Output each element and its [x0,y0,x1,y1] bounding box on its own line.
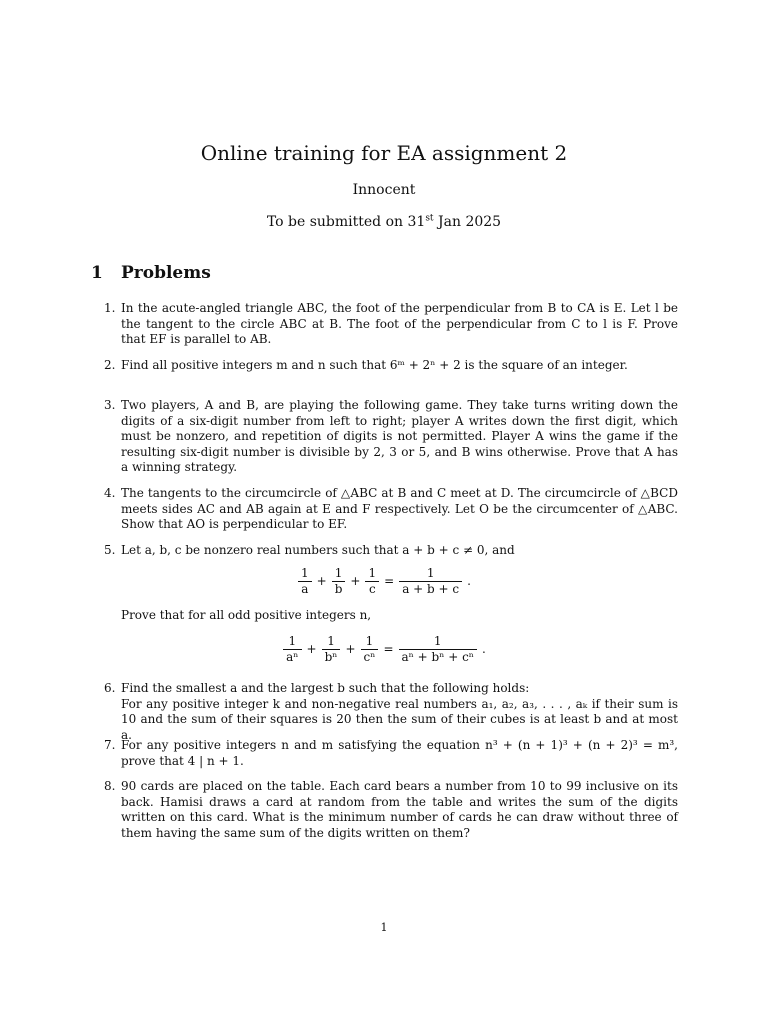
equals-sign: = [384,573,395,588]
plus-sign: + [345,641,356,656]
document-title: Online training for EA assignment 2 [200,141,568,165]
document-author: Innocent [352,182,416,198]
problem-number: 1. [104,301,116,315]
section-title: Problems [121,263,211,283]
denominator: cⁿ [361,649,379,665]
problem-item [104,779,678,841]
problem-text: The tangents to the circumcircle of △ABC at B and C meet at D. The circumcircle of △BCD meets sides AC and AB again at E and F respectively. Let O be the circumcenter of △ABC. Show that AO is perpendicular to EF. [121,486,678,531]
numerator: 1 [327,634,335,648]
problem-text: In the acute-angled triangle ABC, the foot of the perpendicular from B to CA is E. Let l be the tangent to the circle ABC at B. The foot of the perpendicular from C to l is F. Prove that EF is parallel to AB. [121,301,678,346]
denominator: bⁿ [322,649,341,665]
problem-number: 2. [104,358,116,372]
problem-item [104,738,678,769]
numerator: 1 [433,634,442,648]
problem-text: Find all positive integers m and n such that 6ᵐ + 2ⁿ + 2 is the square of an integer. [121,358,628,372]
problem-text: For any positive integer k and non-negative real numbers a₁, a₂, a₃, . . . , aₖ if their sum is 10 and the sum of their squares is 20 then the sum of their cubes is at least b and at most a. [121,696,678,742]
problem-number: 6. [104,681,116,695]
submission-date [0,215,768,231]
numerator: 1 [288,634,297,648]
fraction [298,566,312,597]
problem-number: 3. [104,398,116,412]
equals-sign: = [383,641,394,656]
section-number: 1 [91,263,103,283]
plus-sign: + [350,573,361,588]
fraction [361,634,379,665]
period: . [467,573,471,588]
equation-display-1 [0,566,768,597]
problem-number: 5. [104,543,116,557]
denominator: aⁿ [283,649,301,665]
problem-text: 90 cards are placed on the table. Each card bears a number from 10 to 99 inclusive on its back. Hamisi draws a card at random from the table and writes the sum of the digits written on this card. What is the minimum number of cards he can draw without three of them having the same sum of the digits written on them? [121,779,678,840]
problem-item [104,543,678,559]
denominator: c [365,581,379,597]
problem-item [104,398,678,476]
denominator: b [332,581,346,597]
problem-number: 8. [104,779,116,793]
fraction [322,634,341,665]
plus-sign: + [316,573,327,588]
denominator: aⁿ + bⁿ + cⁿ [399,649,478,665]
problem-item-continued [104,608,678,624]
problem-number: 7. [104,738,116,752]
numerator: 1 [426,566,435,580]
denominator: a + b + c [399,581,462,597]
date-prefix: To be submitted on 31 [266,214,426,230]
problem-number: 4. [104,486,116,500]
fraction [332,566,346,597]
section-heading [91,263,211,283]
numerator: 1 [301,566,309,580]
problem-text: Prove that for all odd positive integers n, [121,608,372,622]
fraction [399,634,478,665]
date-suffix: Jan 2025 [433,214,502,230]
problem-item [104,358,678,374]
problem-text: For any positive integers n and m satisfying the equation n³ + (n + 1)³ + (n + 2)³ = m³, prove that 4 | n + 1. [121,738,678,768]
problem-item [104,486,678,533]
problem-text: Let a, b, c be nonzero real numbers such that a + b + c ≠ 0, and [121,543,515,557]
numerator: 1 [365,634,374,648]
numerator: 1 [368,566,377,580]
equation-display-2 [0,634,768,665]
fraction [365,566,379,597]
numerator: 1 [334,566,343,580]
denominator: a [298,581,312,597]
plus-sign: + [306,641,317,656]
problem-text: Find the smallest a and the largest b such that the following holds: [121,681,530,695]
problem-text: Two players, A and B, are playing the following game. They take turns writing down the digits of a six-digit number from left to right; player A writes down the first digit, which must be nonzero, and repetition of digits is not permitted. Player A wins the game if the resulting six-digit number is divisible by 2, 3 or 5, and B wins otherwise. Prove that A has a winning strategy. [121,398,678,474]
problem-item [104,681,678,743]
problem-item [104,301,678,348]
fraction [399,566,462,597]
period: . [482,641,486,656]
date-superscript: st [425,213,434,224]
fraction [283,634,301,665]
page-number: 1 [380,921,388,934]
